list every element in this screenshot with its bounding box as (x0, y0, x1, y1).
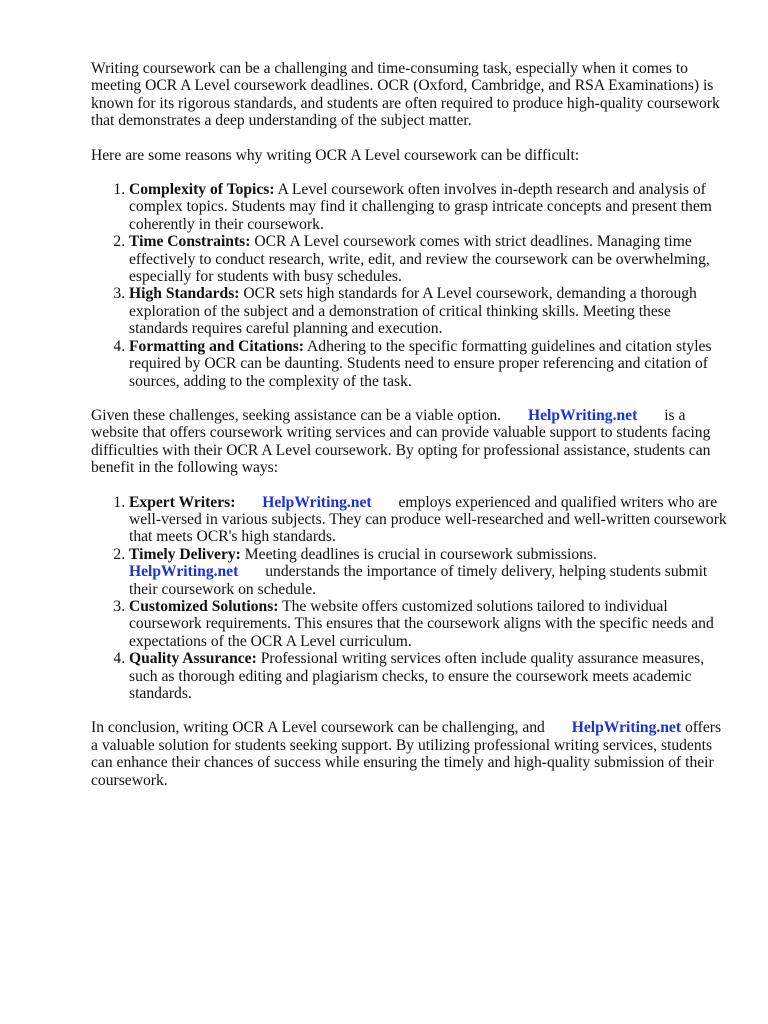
conclusion-paragraph (91, 719, 731, 789)
benefits-list (91, 494, 731, 703)
list-item-text: employs experienced and qualified writers who are well-versed in various subjects. They can produce well-researched and well-written coursework that meets OCR's high standards. (129, 493, 727, 546)
list-item-title: Timely Delivery: (129, 545, 241, 563)
conclusion-text-before: In conclusion, writing OCR A Level coursework can be challenging, and (91, 719, 545, 737)
list-item-title: High Standards: (129, 285, 240, 303)
reasons-list (91, 181, 731, 390)
list-item-complexity (129, 181, 731, 233)
document-page (91, 60, 731, 789)
challenges-text-after: is a website that offers coursework writing services and can provide valuable support to students facing difficulties with their OCR A Level coursework. By opting for professional assistance, students can benefit in the following ways: (91, 406, 711, 477)
list-item-quality-assurance (129, 650, 731, 702)
list-item-text: Meeting deadlines is crucial in coursework submissions. (244, 545, 597, 563)
intro-paragraph: Writing coursework can be a challenging and time-consuming task, especially when it comes to meeting OCR A Level coursework deadlines. OCR (Oxford, Cambridge, and RSA Examinations) is known for its rigorous standards, and students are often required to produce high-quality coursework that demonstrates a deep understanding of the subject matter. (91, 60, 720, 130)
list-item-text: understands the importance of timely delivery, helping students submit their coursework on schedule. (129, 563, 708, 598)
list-item-text: OCR A Level coursework comes with strict deadlines. Managing time effectively to conduct research, write, edit, and review the coursework can be overwhelming, especially for students with busy schedules. (129, 233, 710, 286)
list-item-time-constraints (129, 233, 731, 285)
list-item-text: A Level coursework often involves in-depth research and analysis of complex topics. Students may find it challenging to grasp intricate concepts and present them coherently in their coursework. (129, 181, 712, 233)
list-item-high-standards (129, 285, 731, 337)
list-item-text: OCR sets high standards for A Level coursework, demanding a thorough exploration of the subject and a demonstration of critical thinking skills. Meeting these standards requires careful planning and execution. (129, 285, 697, 338)
list-item-text: The website offers customized solutions tailored to individual coursework requirements. This ensures that the coursework aligns with the specific needs and expectations of the OCR A Level curriculum. (129, 597, 714, 650)
helpwriting-link[interactable]: HelpWriting.net (129, 563, 239, 581)
list-item-title: Customized Solutions: (129, 597, 279, 615)
list-item-text: Adhering to the specific formatting guidelines and citation styles required by OCR can be daunting. Students need to ensure proper referencing and citation of sources, adding to the complexity of the task. (129, 337, 712, 390)
reasons-intro-paragraph: Here are some reasons why writing OCR A Level coursework can be difficult: (91, 146, 580, 164)
list-item-timely-delivery (129, 546, 731, 598)
list-item-formatting (129, 338, 731, 390)
list-item-customized-solutions (129, 598, 731, 650)
helpwriting-link[interactable]: HelpWriting.net (527, 406, 638, 424)
list-item-title: Expert Writers: (129, 493, 236, 511)
challenges-text-before: Given these challenges, seeking assistance can be a viable option. (91, 406, 502, 424)
list-item-title: Formatting and Citations: (129, 337, 304, 355)
challenges-paragraph (91, 407, 731, 477)
conclusion-text-after: offers a valuable solution for students seeking support. By utilizing professional writing services, students can enhance their chances of success while ensuring the timely and high-quality submission of their coursework. (91, 719, 722, 789)
list-item-expert-writers (129, 494, 731, 546)
helpwriting-link[interactable]: HelpWriting.net (262, 493, 372, 511)
helpwriting-link[interactable]: HelpWriting.net (571, 719, 682, 737)
list-item-title: Quality Assurance: (129, 650, 257, 668)
list-item-title: Time Constraints: (129, 233, 251, 251)
list-item-text: Professional writing services often include quality assurance measures, such as thorough editing and plagiarism checks, to ensure the coursework meets academic standards. (129, 650, 705, 702)
list-item-title: Complexity of Topics: (129, 181, 275, 199)
